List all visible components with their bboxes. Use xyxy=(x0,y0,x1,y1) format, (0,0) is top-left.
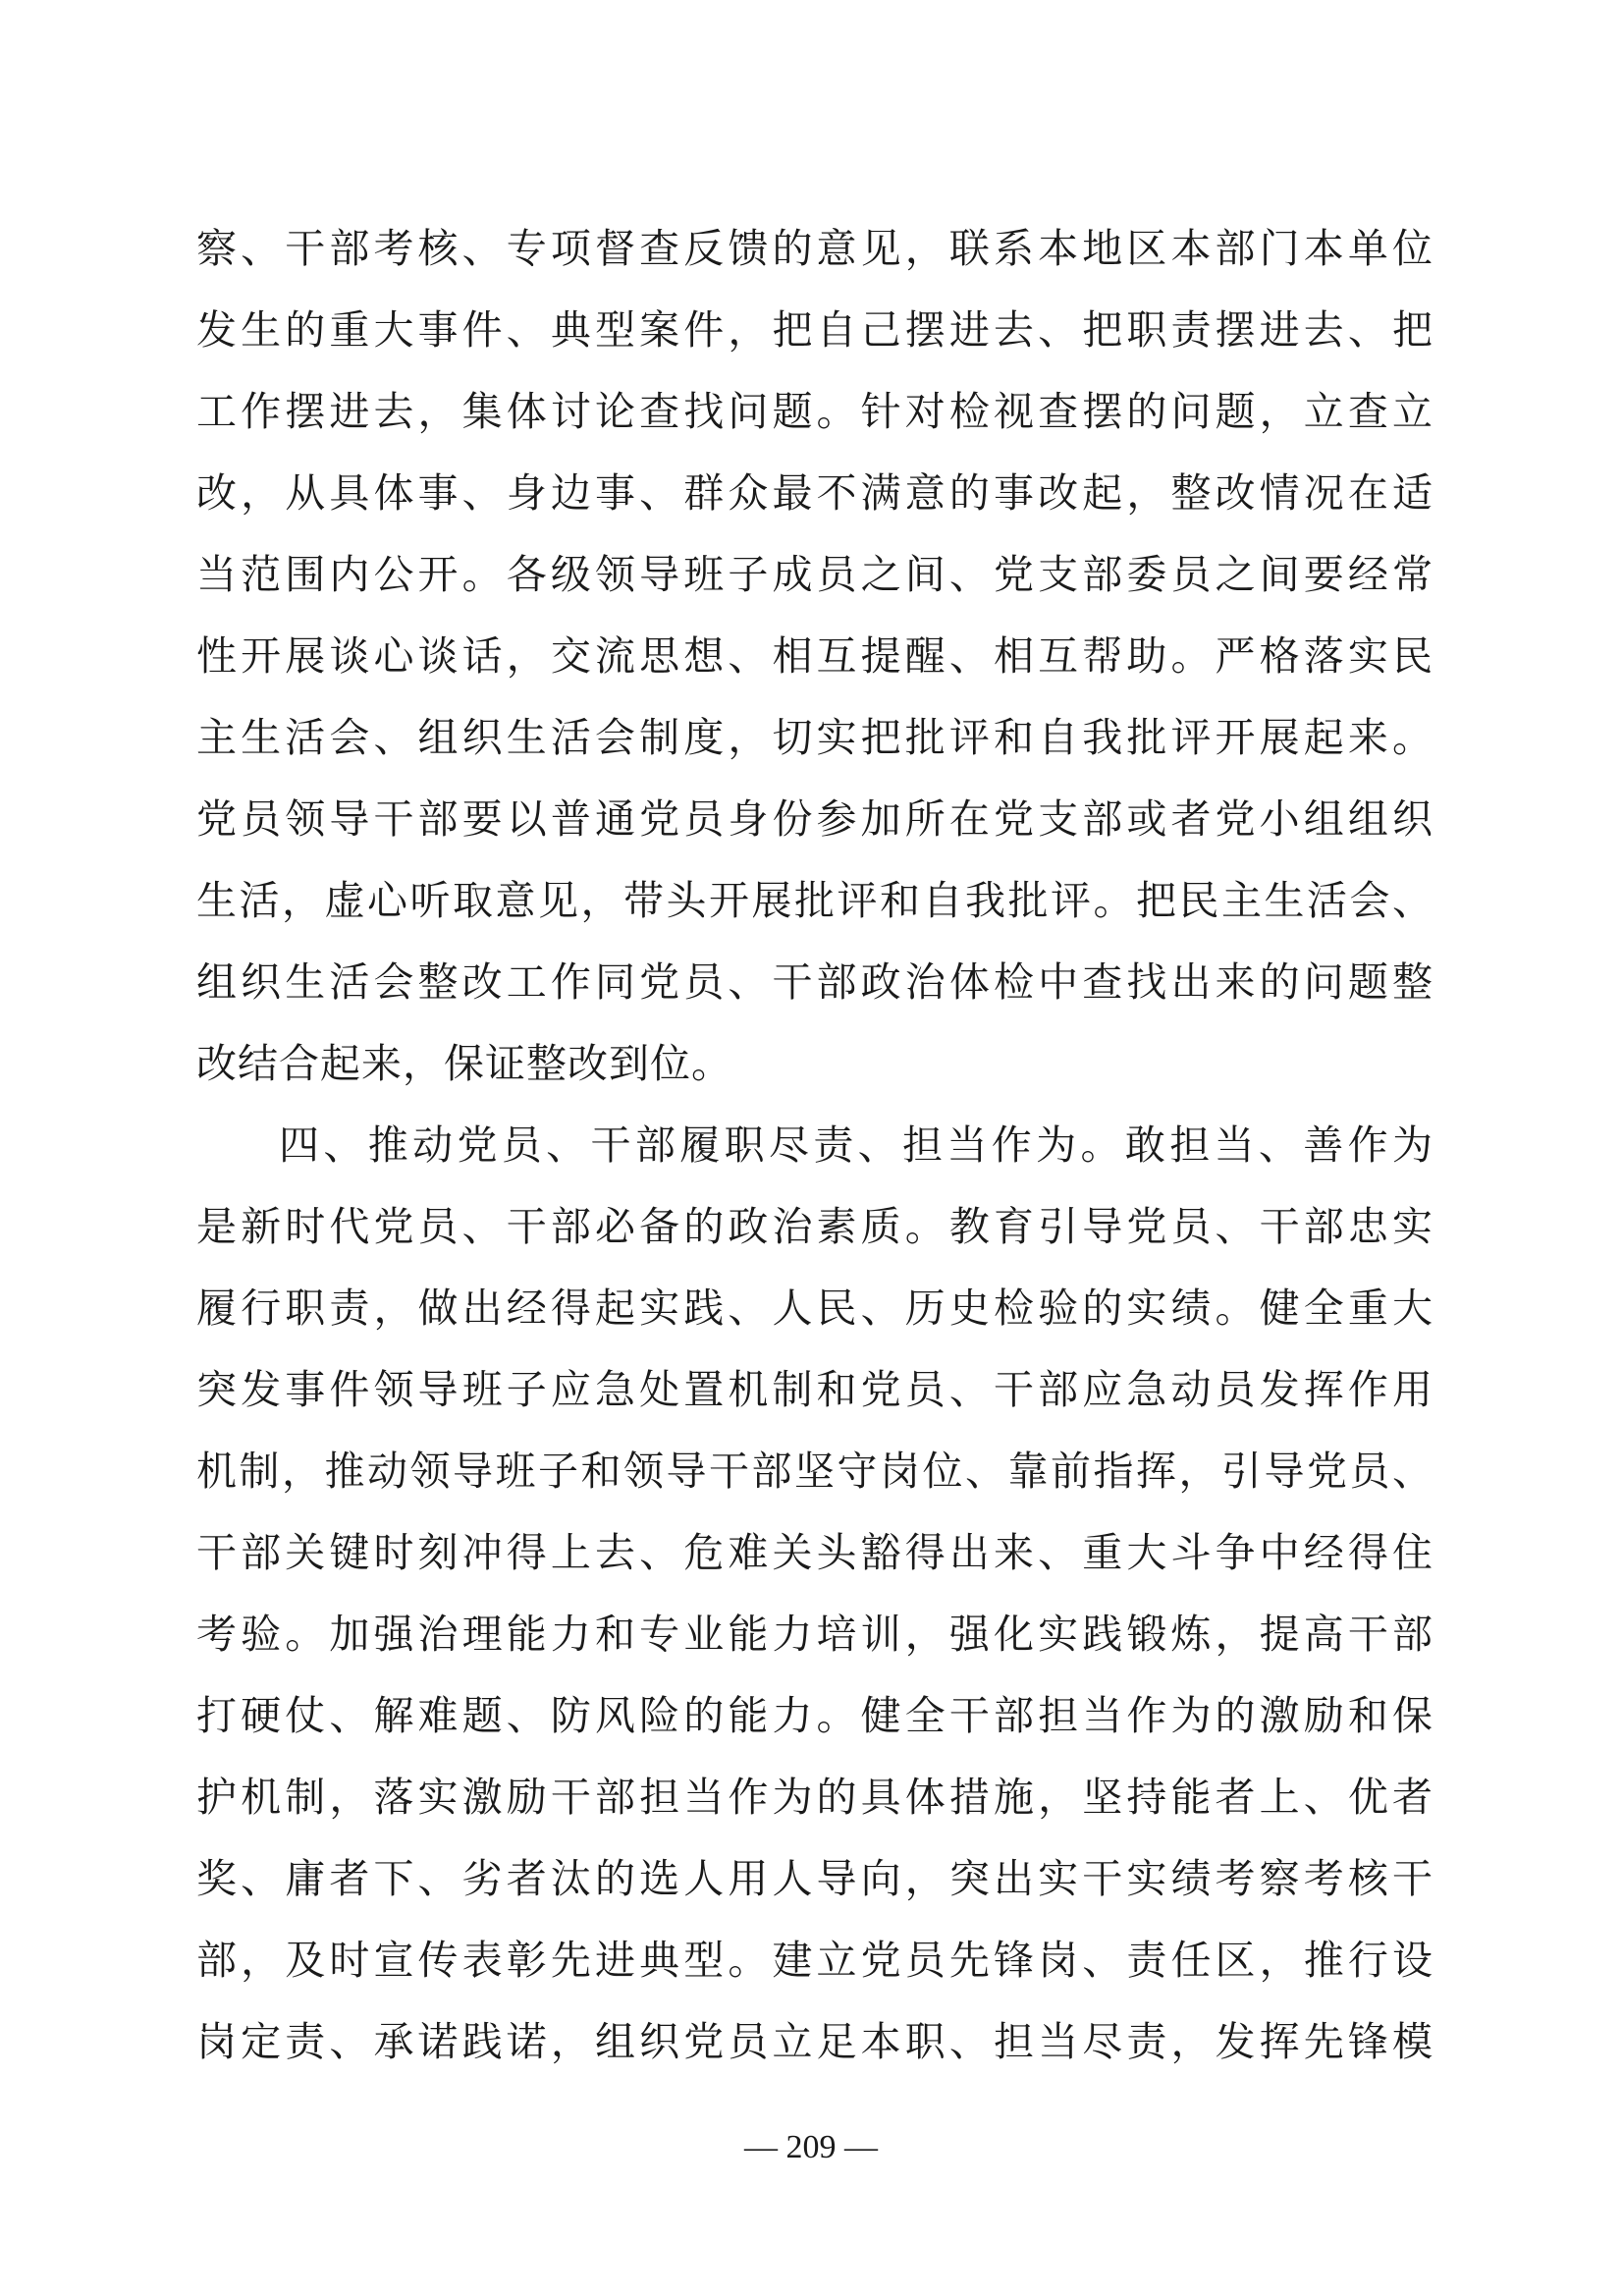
text-line: 组织生活会整改工作同党员、干部政治体检中查找出来的问题整 xyxy=(196,958,1433,1006)
text-line: 党员领导干部要以普通党员身份参加所在党支部或者党小组组织 xyxy=(196,795,1433,843)
section-heading-line: 四、推动党员、干部履职尽责、担当作为。敢担当、善作为 xyxy=(279,1121,1433,1169)
text-line: 生活，虚心听取意见，带头开展批评和自我批评。把民主生活会、 xyxy=(196,877,1433,924)
text-line: 考验。加强治理能力和专业能力培训，强化实践锻炼，提高干部 xyxy=(196,1611,1433,1658)
text-line: 当范围内公开。各级领导班子成员之间、党支部委员之间要经常 xyxy=(196,551,1433,598)
text-line: 察、干部考核、专项督查反馈的意见，联系本地区本部门本单位 xyxy=(196,225,1433,272)
text-line: 护机制，落实激励干部担当作为的具体措施，坚持能者上、优者 xyxy=(196,1774,1433,1821)
text-line: 发生的重大事件、典型案件，把自己摆进去、把职责摆进去、把 xyxy=(196,306,1433,354)
text-line: 部，及时宣传表彰先进典型。建立党员先锋岗、责任区，推行设 xyxy=(196,1937,1433,1984)
text-line: 改，从具体事、身边事、群众最不满意的事改起，整改情况在适 xyxy=(196,469,1433,517)
text-line: 打硬仗、解难题、防风险的能力。健全干部担当作为的激励和保 xyxy=(196,1692,1433,1739)
text-line: 突发事件领导班子应急处置机制和党员、干部应急动员发挥作用 xyxy=(196,1366,1433,1413)
text-line: 主生活会、组织生活会制度，切实把批评和自我批评开展起来。 xyxy=(196,714,1433,761)
text-line: 奖、庸者下、劣者汰的选人用人导向，突出实干实绩考察考核干 xyxy=(196,1855,1433,1902)
text-line: 性开展谈心谈话，交流思想、相互提醒、相互帮助。严格落实民 xyxy=(196,632,1433,680)
text-line: 岗定责、承诺践诺，组织党员立足本职、担当尽责，发挥先锋模 xyxy=(196,2018,1433,2065)
text-line: 履行职责，做出经得起实践、人民、历史检验的实绩。健全重大 xyxy=(196,1285,1433,1332)
page-number: — 209 — xyxy=(744,2129,878,2165)
paragraph-last-line: 改结合起来，保证整改到位。 xyxy=(196,1040,732,1087)
body-text xyxy=(196,208,1433,2083)
text-line: 机制，推动领导班子和领导干部坚守岗位、靠前指挥，引导党员、 xyxy=(196,1448,1433,1495)
text-line: 工作摆进去，集体讨论查找问题。针对检视查摆的问题，立查立 xyxy=(196,388,1433,435)
text-line: 干部关键时刻冲得上去、危难关头豁得出来、重大斗争中经得住 xyxy=(196,1529,1433,1576)
text-line: 是新时代党员、干部必备的政治素质。教育引导党员、干部忠实 xyxy=(196,1203,1433,1250)
